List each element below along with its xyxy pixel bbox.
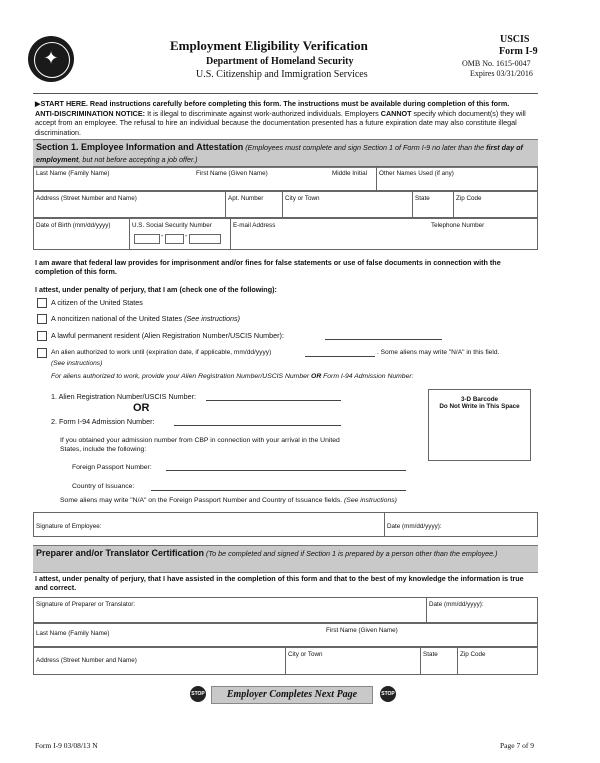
section1-header: Section 1. Employee Information and Attestation (Employees must complete and sign Section 1 of Form I-9 no later than the first day of employment, but not before accepting a job offer.) — [33, 139, 538, 168]
stop-icon-left: STOP — [190, 686, 206, 702]
barcode-box: 3-D Barcode Do Not Write in This Space — [428, 389, 531, 461]
email-field[interactable]: E-mail Address — [230, 219, 444, 249]
intro-text: ▶START HERE. Read instructions carefully before completing this form. The instructions must be available during completion of this form. ANTI-DISCRIMINATION NOTICE: It is illegal to discriminate against work-authorized individuals. Employers CANNOT specify which document(s) they will accept from an employee. The refusal to hire an individual because the documentation presented has a future expiration date may also constitute illegal discrimination. — [35, 99, 526, 137]
city-field[interactable]: City or Town — [282, 192, 412, 217]
alien-number-input[interactable] — [206, 400, 341, 401]
preparer-state-field[interactable]: State — [420, 648, 457, 674]
form-identifier: Form I-9 03/08/13 N — [35, 741, 98, 750]
expiration-input[interactable] — [305, 356, 375, 357]
department-name: Department of Homeland Security — [206, 56, 354, 67]
noncitizen-national-label: A noncitizen national of the United States (See instructions) — [51, 314, 240, 323]
preparer-name-row — [33, 623, 538, 647]
dhs-seal — [28, 36, 74, 82]
preparer-first-name-field[interactable]: First Name (Given Name) — [326, 627, 398, 634]
ssn-dash-1: - — [161, 233, 164, 240]
alien-number-label: 1. Alien Registration Number/USCIS Number: — [51, 392, 197, 401]
preparer-attest: I attest, under penalty of perjury, that I have assisted in the completion of this form and that to the best of my knowledge the information is true and correct. — [35, 574, 524, 592]
form-title: Employment Eligibility Verification — [170, 38, 368, 53]
form-name: Form I-9 — [499, 46, 538, 57]
ssn-dash-2: - — [185, 233, 188, 240]
cbp-note: If you obtained your admission number from CBP in connection with your arrival in the United States, include the following: — [60, 437, 340, 453]
preparer-city-field[interactable]: City or Town — [285, 648, 420, 674]
divider — [33, 93, 538, 94]
alien-authorized-tail: . Some aliens may write "N/A" in this field. — [377, 349, 500, 356]
address-row — [33, 191, 538, 218]
alien-authorized-label: An alien authorized to work until (expiration date, if applicable, mm/dd/yyyy) — [51, 349, 272, 356]
alien-authorized-checkbox[interactable] — [37, 348, 47, 358]
country-input[interactable] — [151, 490, 406, 491]
noncitizen-national-checkbox[interactable] — [37, 314, 47, 324]
state-field[interactable]: State — [412, 192, 453, 217]
na-note: Some aliens may write "N/A" on the Foreign Passport Number and Country of Issuance fields. (See instructions) — [60, 497, 397, 504]
last-name-field[interactable]: Last Name (Family Name) — [36, 170, 110, 177]
permanent-resident-input[interactable] — [325, 339, 442, 340]
preparer-signature-field[interactable]: Signature of Preparer or Translator: — [36, 601, 136, 608]
page-number: Page 7 of 9 — [500, 741, 534, 750]
name-row — [33, 166, 538, 191]
alien-authorized-note: (See instructions) — [51, 360, 103, 367]
preparer-last-name-field[interactable]: Last Name (Family Name) — [36, 630, 110, 637]
dob-field[interactable]: Date of Birth (mm/dd/yyyy) — [36, 222, 111, 229]
telephone-field[interactable]: Telephone Number — [431, 222, 485, 229]
country-label: Country of Issuance: — [72, 483, 135, 490]
address-field[interactable]: Address (Street Number and Name) — [36, 195, 137, 202]
eagle-icon: ✦ — [43, 48, 59, 68]
or-divider: OR — [133, 402, 150, 414]
citizen-checkbox[interactable] — [37, 298, 47, 308]
preparer-signature-row — [33, 597, 538, 623]
preparer-date-field[interactable]: Date (mm/dd/yyyy): — [426, 598, 539, 622]
employee-signature-row — [33, 512, 538, 537]
aware-statement: I am aware that federal law provides for imprisonment and/or fines for false statements or use of false documents in connection with the completion of this form. — [35, 258, 501, 276]
preparer-zip-field[interactable]: Zip Code — [457, 648, 539, 674]
employee-signature-field[interactable]: Signature of Employee: — [36, 523, 102, 530]
aliens-note: For aliens authorized to work, provide your Alien Registration Number/USCIS Number OR Form I-94 Admission Number: — [51, 373, 414, 380]
i94-label: 2. Form I-94 Admission Number: — [51, 417, 155, 426]
ssn-field[interactable]: U.S. Social Security Number - - — [129, 219, 230, 249]
agency-short: USCIS — [500, 34, 530, 45]
omb-number: OMB No. 1615-0047 — [462, 59, 531, 68]
preparer-header: Preparer and/or Translator Certification (To be completed and signed if Section 1 is prepared by a person other than the employee.) — [33, 545, 538, 573]
passport-label: Foreign Passport Number: — [72, 464, 152, 471]
first-name-field[interactable]: First Name (Given Name) — [196, 170, 268, 177]
attest-statement: I attest, under penalty of perjury, that I am (check one of the following): — [35, 285, 277, 294]
permanent-resident-label: A lawful permanent resident (Alien Registration Number/USCIS Number): — [51, 331, 284, 340]
other-names-field[interactable]: Other Names Used (if any) — [376, 167, 539, 190]
permanent-resident-checkbox[interactable] — [37, 331, 47, 341]
dob-row — [33, 218, 538, 250]
passport-input[interactable] — [166, 470, 406, 471]
employer-next-page-banner: Employer Completes Next Page — [211, 686, 373, 704]
citizen-label: A citizen of the United States — [51, 298, 143, 307]
employee-date-field[interactable]: Date (mm/dd/yyyy): — [384, 513, 539, 536]
stop-icon-right: STOP — [380, 686, 396, 702]
i94-input[interactable] — [174, 425, 341, 426]
middle-initial-field[interactable]: Middle Initial — [332, 170, 367, 177]
ssn-part-2[interactable] — [165, 234, 184, 244]
apt-field[interactable]: Apt. Number — [225, 192, 282, 217]
preparer-address-field[interactable]: Address (Street Number and Name) — [36, 657, 137, 664]
ssn-part-1[interactable] — [134, 234, 160, 244]
expiration-date: Expires 03/31/2016 — [470, 69, 533, 78]
agency-name: U.S. Citizenship and Immigration Services — [196, 69, 368, 80]
preparer-address-row — [33, 647, 538, 675]
ssn-part-3[interactable] — [189, 234, 221, 244]
zip-field[interactable]: Zip Code — [453, 192, 539, 217]
